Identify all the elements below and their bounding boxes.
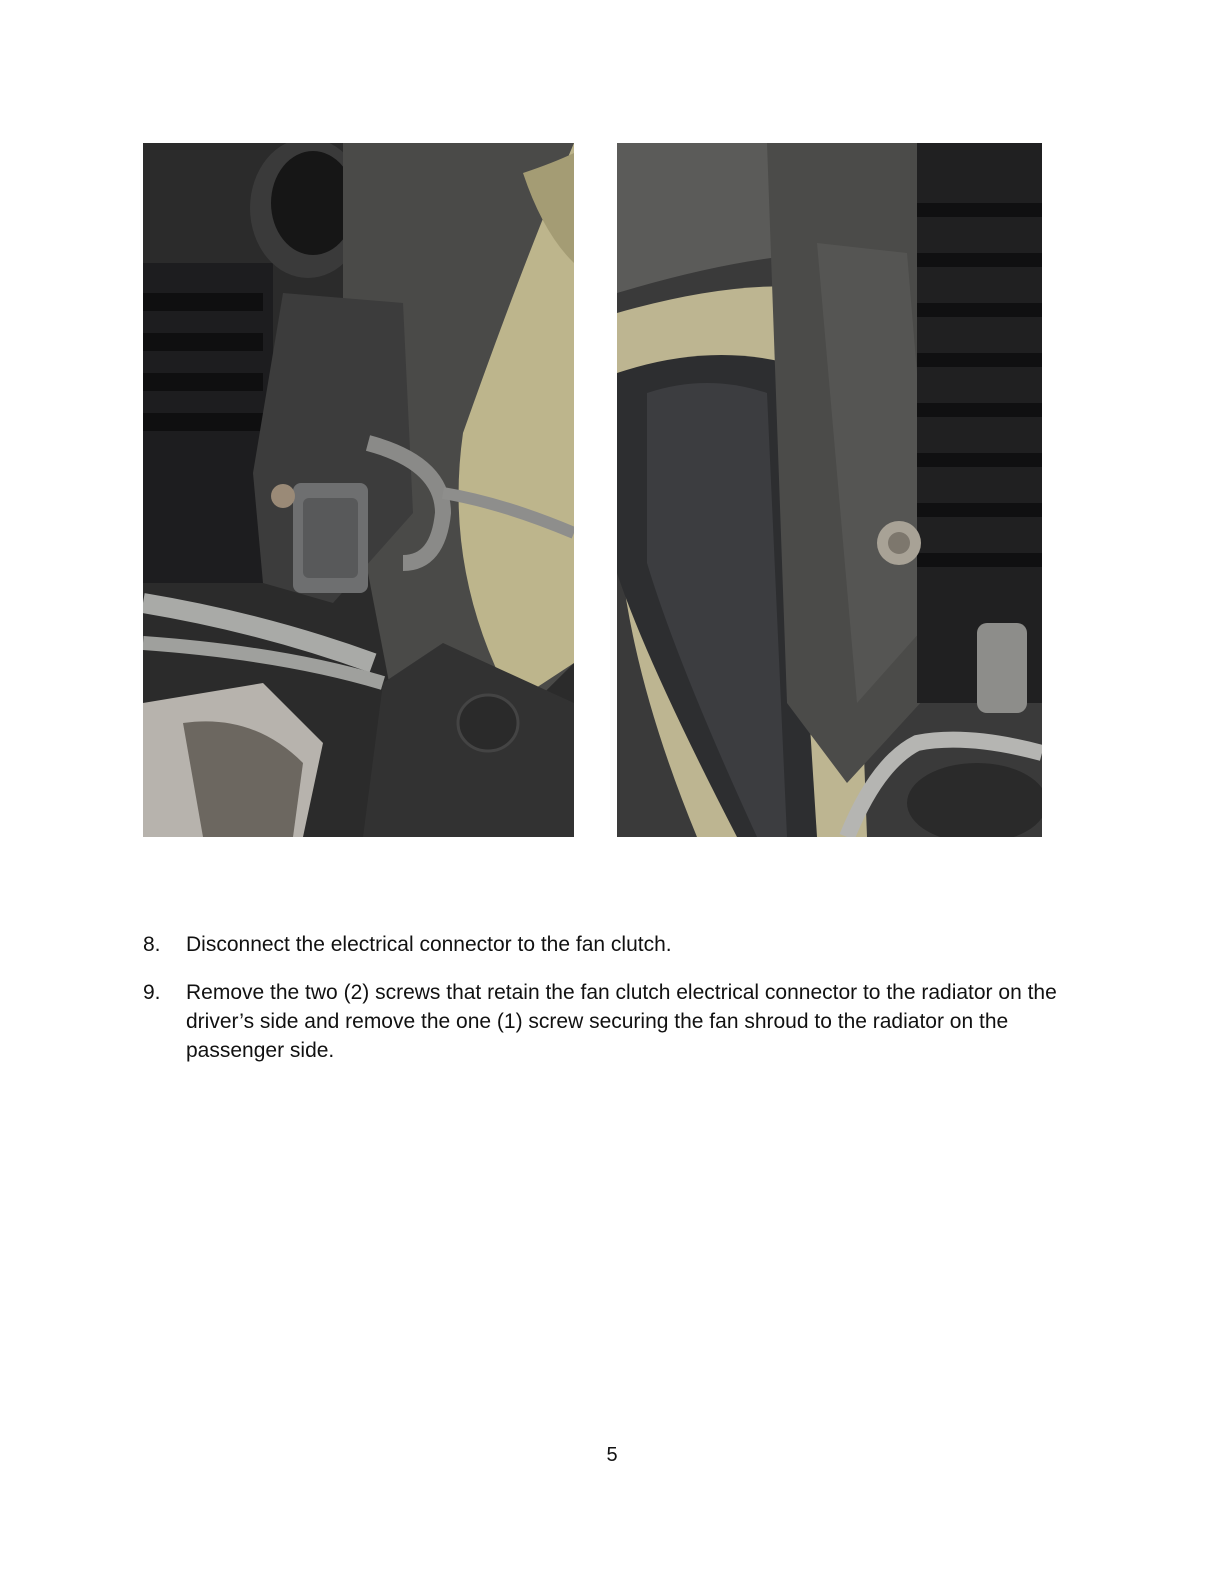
step-8 bbox=[143, 930, 1083, 959]
fan-shroud-screw-photo bbox=[617, 143, 1042, 837]
step-number: 8. bbox=[143, 933, 161, 956]
instruction-steps bbox=[143, 930, 1083, 1084]
step-number: 9. bbox=[143, 981, 161, 1004]
engine-bay-connector-photo bbox=[143, 143, 574, 837]
step-9 bbox=[143, 978, 1083, 1065]
page-number: 5 bbox=[606, 1444, 618, 1466]
photo-fan-clutch-connector bbox=[143, 143, 574, 837]
step-text: Remove the two (2) screws that retain the fan clutch electrical connector to the radiator on the driver’s side and remove the one (1) screw securing the fan shroud to the radiator on the passenger side. bbox=[186, 981, 1057, 1062]
step-text: Disconnect the electrical connector to the fan clutch. bbox=[186, 933, 672, 956]
photo-fan-shroud-screw bbox=[617, 143, 1042, 837]
